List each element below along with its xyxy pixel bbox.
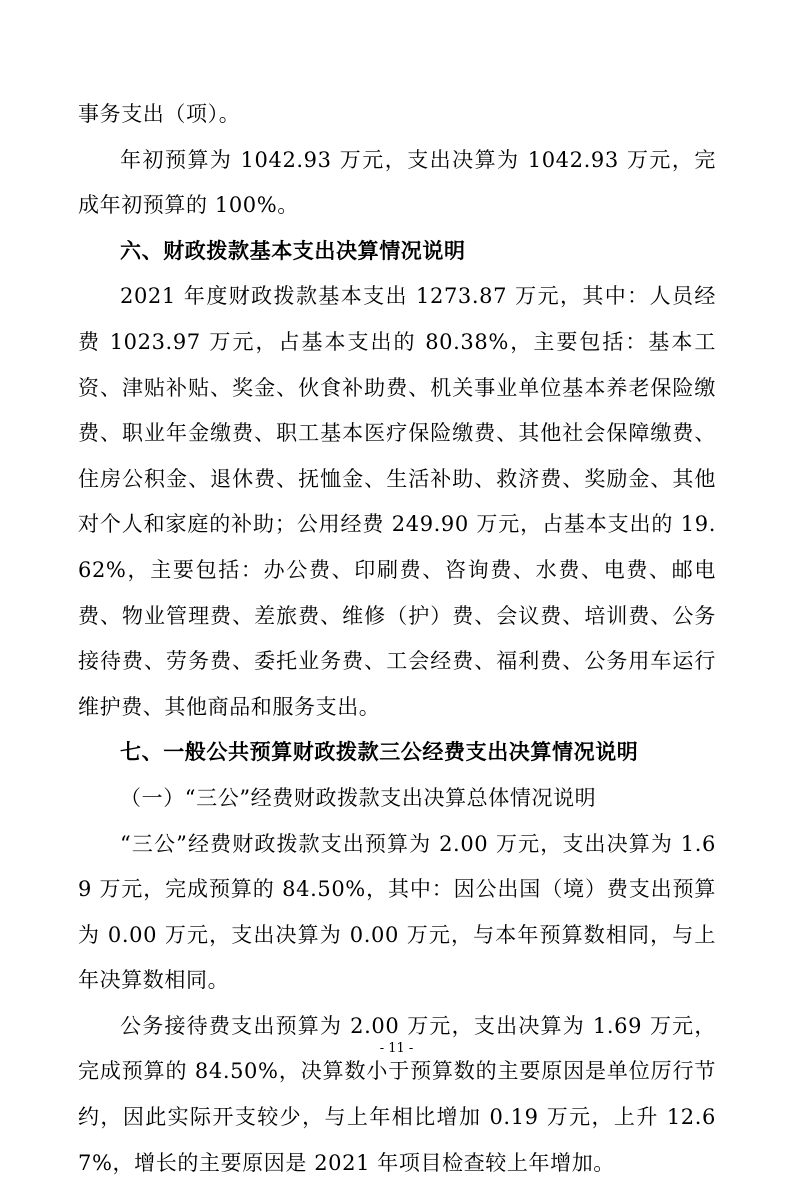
document-page	[78, 92, 716, 1186]
section-7-heading: 七、一般公共预算财政拨款三公经费支出决算情况说明	[120, 740, 639, 765]
three-public-overall-paragraph: “三公”经费财政拨款支出预算为 2.00 万元，支出决算为 1.69 万元，完成预算的 84.50%，其中：因公出国（境）费支出预算为 0.00 万元，支出决算为 0.00 万元，与本年预算数相同，与上年决算数相同。	[78, 831, 716, 993]
subsection-1-title: （一）“三公”经费财政拨款支出决算总体情况说明	[120, 785, 597, 810]
continuation-paragraph: 事务支出（项）。	[78, 102, 241, 126]
page-number: - 11 -	[379, 1041, 414, 1056]
basic-expenditure-paragraph: 2021 年度财政拨款基本支出 1273.87 万元，其中：人员经费 1023.97 万元，占基本支出的 80.38%，主要包括：基本工资、津贴补贴、奖金、伙食补助费、机关事业单位基本养老保险缴费、职业年金缴费、职工基本医疗保险缴费、其他社会保障缴费、住房公积金、退休费、抚恤金、生活补助、救济费、奖励金、其他对个人和家庭的补助；公用经费 249.90 万元，占基本支出的 19.62%，主要包括：办公费、印刷费、咨询费、水费、电费、邮电费、物业管理费、差旅费、维修（护）费、会议费、培训费、公务接待费、劳务费、委托业务费、工会经费、福利费、公务用车运行维护费、其他商品和服务支出。	[78, 284, 716, 719]
section-6-heading: 六、财政拨款基本支出决算情况说明	[120, 238, 466, 263]
reception-expense-paragraph: 公务接待费支出预算为 2.00 万元，支出决算为 1.69 万元，完成预算的 84.50%，决算数小于预算数的主要原因是单位厉行节约，因此实际开支较少，与上年相比增加 0.19 万元，上升 12.67%，增长的主要原因是 2021 年项目检查较上年增加。	[78, 1013, 716, 1175]
budget-completion-paragraph: 年初预算为 1042.93 万元，支出决算为 1042.93 万元，完成年初预算的 100%。	[78, 147, 716, 218]
